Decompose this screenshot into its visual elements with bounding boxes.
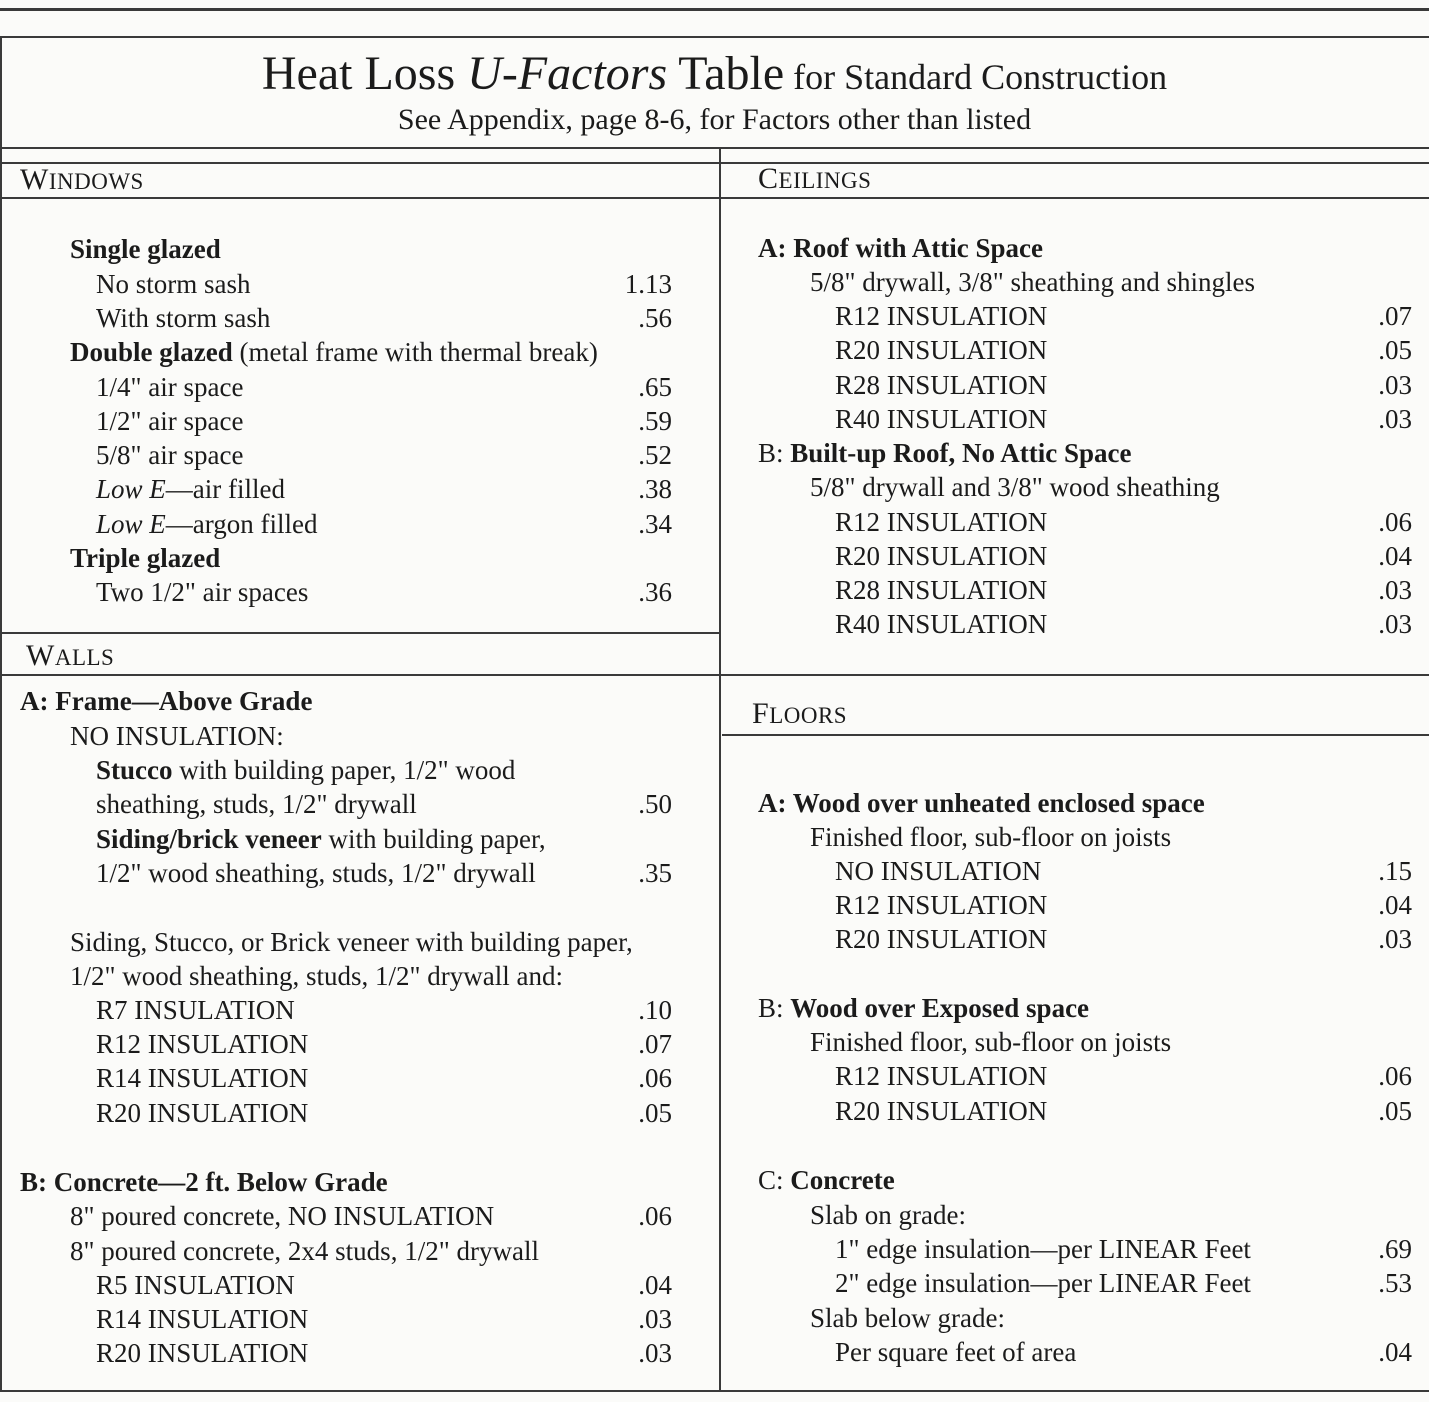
floor-b-r12-value: .06 (1378, 1061, 1412, 1091)
ceil-b-r28-label: R28 INSULATION (835, 575, 1048, 605)
floors-head-rule (722, 734, 1429, 736)
stucco-line2: sheathing, studs, 1/2" drywall (96, 789, 417, 819)
stucco-value: .50 (638, 789, 672, 819)
ceil-a-r28-label: R28 INSULATION (835, 370, 1048, 400)
combo-line1: Siding, Stucco, or Brick veneer with building paper, (70, 927, 633, 957)
half-air-value: .59 (638, 406, 672, 436)
floor-b-r20-label: R20 INSULATION (835, 1096, 1048, 1126)
walls-r20-label: R20 INSULATION (96, 1098, 309, 1128)
ceilings-heading: CEILINGS (758, 162, 872, 195)
floors-unheated-desc: Finished floor, sub-floor on joists (810, 822, 1172, 852)
walls-frame-heading: A: Frame—Above Grade (20, 686, 313, 716)
left-border (0, 36, 2, 1392)
walls-r12-value: .07 (638, 1029, 672, 1059)
floor-a-r12-value: .04 (1378, 890, 1412, 920)
section-head-rule (0, 197, 1429, 199)
walls-no-insulation-label: NO INSULATION: (70, 721, 284, 751)
lowe-argon-label: Low E—argon filled (96, 509, 318, 539)
ceil-a-r20-label: R20 INSULATION (835, 335, 1048, 365)
top-rule (0, 8, 1429, 11)
walls-r5-label: R5 INSULATION (96, 1270, 295, 1300)
poured-studs-label: 8" poured concrete, 2x4 studs, 1/2" drywall (70, 1236, 539, 1266)
ceil-a-r40-value: .03 (1378, 404, 1412, 434)
floors-exposed-heading: B: Wood over Exposed space (758, 993, 1090, 1023)
walls-r7-value: .10 (638, 995, 672, 1025)
quarter-air-label: 1/4" air space (96, 372, 244, 402)
two-half-air-label: Two 1/2" air spaces (96, 577, 309, 607)
walls-r5-value: .04 (638, 1270, 672, 1300)
section-top-rule (0, 162, 1429, 164)
walls-r14-value: .06 (638, 1063, 672, 1093)
windows-heading: WINDOWS (20, 163, 144, 196)
ceil-b-r40-value: .03 (1378, 609, 1412, 639)
page-title: Heat Loss U-Factors Table for Standard Construction (261, 47, 1168, 100)
column-divider (719, 147, 721, 1392)
walls-r14-label: R14 INSULATION (96, 1063, 309, 1093)
edge1-label: 1" edge insulation—per LINEAR Feet (835, 1234, 1251, 1264)
slab-on-grade-label: Slab on grade: (810, 1200, 966, 1230)
floors-unheated-heading: A: Wood over unheated enclosed space (758, 788, 1205, 818)
windows-bottom-rule (0, 632, 720, 634)
floor-a-r20-label: R20 INSULATION (835, 924, 1048, 954)
floor-a-r12-label: R12 INSULATION (835, 890, 1048, 920)
poured-noins-value: .06 (638, 1201, 672, 1231)
bottom-rule (0, 1390, 1429, 1392)
ceil-b-r20-label: R20 INSULATION (835, 541, 1048, 571)
ceilings-builtup-desc: 5/8" drywall and 3/8" wood sheathing (810, 472, 1220, 502)
floor-b-r12-label: R12 INSULATION (835, 1061, 1048, 1091)
ceil-a-r20-value: .05 (1378, 335, 1412, 365)
page-subtitle: See Appendix, page 8-6, for Factors other than listed (397, 103, 1032, 136)
walls-r14b-value: .03 (638, 1304, 672, 1334)
ceilings-attic-heading: A: Roof with Attic Space (758, 233, 1043, 263)
lowe-air-label: Low E—air filled (96, 474, 285, 504)
edge2-value: .53 (1378, 1268, 1412, 1298)
walls-r12-label: R12 INSULATION (96, 1029, 309, 1059)
per-sqft-label: Per square feet of area (835, 1337, 1077, 1367)
ceil-b-r12-value: .06 (1378, 507, 1412, 537)
five-eighths-air-value: .52 (638, 440, 672, 470)
combo-line2: 1/2" wood sheathing, studs, 1/2" drywall and: (70, 961, 564, 991)
walls-r14b-label: R14 INSULATION (96, 1304, 309, 1334)
walls-r7-label: R7 INSULATION (96, 995, 295, 1025)
ceil-a-r12-value: .07 (1378, 301, 1412, 331)
ceil-a-r28-value: .03 (1378, 370, 1412, 400)
title-bottom-rule (0, 147, 1429, 149)
with-storm-value: .56 (638, 303, 672, 333)
ceil-a-r12-label: R12 INSULATION (835, 301, 1048, 331)
ceil-a-r40-label: R40 INSULATION (835, 404, 1048, 434)
siding-line1: Siding/brick veneer with building paper, (96, 824, 546, 854)
walls-concrete-heading: B: Concrete—2 ft. Below Grade (20, 1167, 388, 1197)
siding-line2: 1/2" wood sheathing, studs, 1/2" drywall (96, 858, 536, 888)
edge1-value: .69 (1378, 1234, 1412, 1264)
ceilings-attic-desc: 5/8" drywall, 3/8" sheathing and shingles (810, 267, 1255, 297)
walls-r20-value: .05 (638, 1098, 672, 1128)
poured-noins-label: 8" poured concrete, NO INSULATION (70, 1201, 495, 1231)
two-half-air-value: .36 (638, 577, 672, 607)
lowe-air-value: .38 (638, 474, 672, 504)
walls-head-rule (0, 674, 1429, 676)
floor-a-r20-value: .03 (1378, 924, 1412, 954)
triple-glazed-heading: Triple glazed (70, 543, 221, 573)
siding-value: .35 (638, 858, 672, 888)
walls-heading: WALLS (26, 639, 115, 672)
walls-r20b-label: R20 INSULATION (96, 1338, 309, 1368)
ceil-b-r40-label: R40 INSULATION (835, 609, 1048, 639)
title-top-rule (0, 36, 1429, 38)
ceil-b-r28-value: .03 (1378, 575, 1412, 605)
quarter-air-value: .65 (638, 372, 672, 402)
half-air-label: 1/2" air space (96, 406, 244, 436)
floors-heading: FLOORS (752, 697, 848, 730)
ceil-b-r20-value: .04 (1378, 541, 1412, 571)
no-storm-value: 1.13 (624, 269, 672, 299)
lowe-argon-value: .34 (638, 509, 672, 539)
floor-b-r20-value: .05 (1378, 1096, 1412, 1126)
floors-concrete-heading: C: Concrete (758, 1165, 895, 1195)
double-glazed-heading: Double glazed (metal frame with thermal break) (70, 337, 598, 367)
floors-exposed-desc: Finished floor, sub-floor on joists (810, 1027, 1172, 1057)
floor-a-noins-value: .15 (1378, 856, 1412, 886)
stucco-line1: Stucco with building paper, 1/2" wood (96, 755, 516, 785)
ceilings-builtup-heading: B: Built-up Roof, No Attic Space (758, 438, 1132, 468)
slab-below-grade-label: Slab below grade: (810, 1303, 1005, 1333)
per-sqft-value: .04 (1378, 1337, 1412, 1367)
single-glazed-heading: Single glazed (70, 234, 221, 264)
walls-r20b-value: .03 (638, 1338, 672, 1368)
floor-a-noins-label: NO INSULATION (835, 856, 1042, 886)
five-eighths-air-label: 5/8" air space (96, 440, 244, 470)
ceil-b-r12-label: R12 INSULATION (835, 507, 1048, 537)
no-storm-label: No storm sash (96, 269, 251, 299)
edge2-label: 2" edge insulation—per LINEAR Feet (835, 1268, 1251, 1298)
with-storm-label: With storm sash (96, 303, 271, 333)
